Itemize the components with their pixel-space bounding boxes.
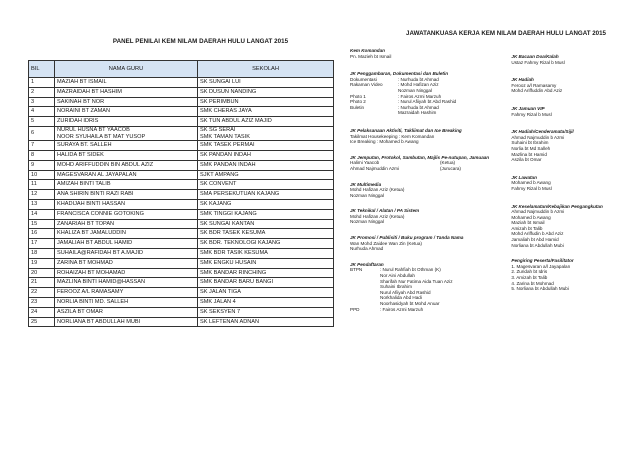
- section-heading: JK Pendaftaran: [350, 261, 384, 267]
- list-item: Nozman Ninggal: [350, 219, 384, 225]
- row-nama-guru: FRANCISCA CONNIE GOTOKING: [55, 209, 198, 219]
- row-bil: 21: [29, 278, 55, 288]
- jemputan-section: [350, 155, 501, 172]
- list-item: Norkhalida Abd Hadi: [380, 295, 422, 301]
- table-row: [29, 278, 334, 288]
- table-row: [29, 307, 334, 317]
- row-bil: 22: [29, 288, 55, 298]
- row-sekolah: SK TUN ABDUL AZIZ MAJID: [198, 117, 334, 127]
- item-label: Buletin: [350, 104, 365, 110]
- row-bil: 9: [29, 160, 55, 170]
- row-sekolah: SK LEFTENAN ADNAN: [198, 317, 334, 327]
- row-sekolah: SK PANDAN INDAH: [198, 150, 334, 160]
- item-value: : Nurhuda bt Ahmad: [398, 104, 439, 110]
- btpn-label: BTPN: [350, 267, 363, 273]
- row-bil: 4: [29, 107, 55, 117]
- item-value: (Ketua): [440, 160, 456, 166]
- row-sekolah: SMK PANDAN INDAH: [198, 160, 334, 170]
- row-bil: 6: [29, 126, 55, 140]
- table-row: [29, 199, 334, 209]
- header-sekolah: SEKOLAH: [198, 61, 334, 78]
- table-row: [29, 239, 334, 249]
- item-label: Dokumentasi: [350, 76, 377, 82]
- keselamatan-section: [511, 204, 606, 249]
- list-item: Aszila bt Omar: [511, 157, 542, 163]
- row-nama-guru: ANA SHIRIN BINTI RAZI RABI: [55, 190, 198, 200]
- list-item: Fahmy Rizal b Musl: [511, 185, 552, 191]
- table-row: [29, 117, 334, 127]
- row-bil: 19: [29, 258, 55, 268]
- btpn-first: : Nurul Rahfiah bt Othman (K): [380, 267, 441, 273]
- row-bil: 11: [29, 180, 55, 190]
- row-nama-guru: MOHD ARIFFUDDIN BIN ABDUL AZIZ: [55, 160, 198, 170]
- table-row: [29, 126, 334, 140]
- row-sekolah: SMK TASEK PERMAI: [198, 141, 334, 151]
- table-row: [29, 87, 334, 97]
- header-bil: BIL: [29, 61, 55, 78]
- list-item: Ice Breaking : Mohamed b Awang: [350, 139, 419, 145]
- row-nama-guru: HALIDA BT SIDEK: [55, 150, 198, 160]
- list-item: Mohd Ariffudin b Abd Aziz: [511, 231, 564, 237]
- row-sekolah: SK JALAN TIGA: [198, 288, 334, 298]
- row-nama-guru: NORLIA BINTI MD. SALLEH: [55, 297, 198, 307]
- list-item: [350, 166, 501, 172]
- table-row: [29, 248, 334, 258]
- list-item: Jamaliah bt Abd Hamid: [511, 237, 559, 243]
- list-item: [350, 307, 501, 313]
- row-nama-guru: MAZLINA BINTI HAMID@HASSAN: [55, 278, 198, 288]
- row-sekolah: SK BDR TASEK KESUMA: [198, 229, 334, 239]
- pelaksanaan-section: [350, 128, 501, 145]
- table-row: [29, 317, 334, 327]
- panel-table-body: [29, 78, 334, 327]
- ppd-value: : Fairos Azmi Marzuh: [380, 306, 424, 312]
- row-nama-guru: MAZIAH BT ISMAIL: [55, 78, 198, 88]
- ppd-label: PPD: [350, 306, 360, 312]
- table-row: [29, 141, 334, 151]
- item-label: Rakaman Video: [350, 82, 383, 88]
- list-item: Ahmad Najmuddin b Azmi: [511, 134, 565, 140]
- row-nama-guru: NORLIANA BT ABDULLAH MUBI: [55, 317, 198, 327]
- list-item: Norliana bt Abdullah Mubi: [511, 242, 564, 248]
- table-row: [29, 180, 334, 190]
- row-bil: 23: [29, 297, 55, 307]
- row-nama-guru: MAZRAIDAH BT HASHIM: [55, 87, 198, 97]
- row-bil: 13: [29, 199, 55, 209]
- row-nama-guru: SUHAILA@RAFIDAH BT A.MAJID: [55, 248, 198, 258]
- row-sekolah: SMK ENGKU HUSAIN: [198, 258, 334, 268]
- table-row: [29, 107, 334, 117]
- panel-section: [28, 38, 333, 327]
- row-sekolah: SMK CHERAS JAYA: [198, 107, 334, 117]
- row-nama-guru: ASZILA BT OMAR: [55, 307, 198, 317]
- teknikal-section: [350, 208, 501, 225]
- row-sekolah: SK SUNGAI LUI: [198, 78, 334, 88]
- list-item: Nurhuda Ahmad: [350, 246, 384, 252]
- list-item: Mohd Hafizan Aziz (Ketua): [350, 187, 405, 193]
- section-heading: Pengiring Peserta/Fasilitator: [511, 258, 574, 264]
- list-item: Noorhasidyah bt Mohd Anuar: [380, 301, 440, 306]
- row-nama-guru: NURUL HUSNA BT YAACOB NOOR SYUHAILA BT MAT YUSOP: [55, 126, 198, 140]
- section-heading: JK Jemputan, Protokol, Sambutan, Majlis Pe-nutupan, Jamuaan: [350, 154, 490, 160]
- row-nama-guru: KHADIJAH BINTI HASSAN: [55, 199, 198, 209]
- row-nama-guru: AMIZAH BINTI TALIB: [55, 180, 198, 190]
- row-bil: 24: [29, 307, 55, 317]
- row-bil: 10: [29, 170, 55, 180]
- cenderamata-section: [511, 129, 606, 163]
- multimedia-section: [350, 182, 501, 199]
- section-heading: JK Teknikal / Alatan / PA Sistem: [350, 208, 420, 214]
- section-heading: JK Lawatan: [511, 174, 537, 180]
- pendaftaran-section: [350, 262, 501, 312]
- row-nama-guru: ZARINA BT MOHMAD: [55, 258, 198, 268]
- row-sekolah: SMA PERSEKUTUAN KAJANG: [198, 190, 334, 200]
- row-sekolah: SMK BDR TASIK KESUMA: [198, 248, 334, 258]
- section-heading: JK Jamuan VIP: [511, 105, 545, 111]
- item-value: : Nurhuda bt Ahmad: [398, 76, 439, 82]
- table-row: [29, 268, 334, 278]
- list-item: [350, 110, 501, 116]
- section-heading: JK Hadiah/Cenderamata/Sijil: [511, 129, 574, 135]
- table-row: [29, 97, 334, 107]
- item-value: Nozman Ninggal: [398, 87, 432, 93]
- panel-table: [28, 60, 334, 327]
- list-item: Mohamed b Awang: [511, 214, 551, 220]
- item-value: : Nurul Afiiyah bt Abd Rashid: [398, 99, 457, 105]
- penggambaran-section: [350, 71, 501, 116]
- row-bil: 20: [29, 268, 55, 278]
- list-item: Ustaz Fahmy Rizal b Musl: [511, 59, 565, 65]
- table-row: [29, 219, 334, 229]
- list-item: Maziah bt Ismail: [511, 220, 545, 226]
- section-heading: JK Multimedia: [350, 181, 382, 187]
- item-label: Halimi Yaacob: [350, 160, 380, 166]
- list-item: Takilmat Housekeeping : Kem Komandan: [350, 133, 435, 139]
- list-item: Nurul Afiiyah Abd Rashid: [380, 289, 431, 295]
- table-header-row: [29, 61, 334, 78]
- row-sekolah: SK KAJANG: [198, 199, 334, 209]
- item-value: : Fairos Azmi Marzuh: [398, 93, 442, 99]
- section-heading: JK Keselamatan/Kebajikan Pengangkutan: [511, 203, 603, 209]
- header-nama-guru: NAMA GURU: [55, 61, 198, 78]
- list-item: Fahmy Rizal b Musl: [511, 111, 552, 117]
- row-bil: 15: [29, 219, 55, 229]
- lawatan-section: [511, 175, 606, 192]
- row-bil: 16: [29, 229, 55, 239]
- row-bil: 25: [29, 317, 55, 327]
- list-item: Mazlina bt Hamid: [511, 151, 547, 157]
- row-bil: 5: [29, 117, 55, 127]
- section-heading: JK Promosi / Publisiti / Buku program / Tanda Nama: [350, 235, 464, 241]
- item-label: [350, 110, 398, 116]
- row-bil: 17: [29, 239, 55, 249]
- row-bil: 18: [29, 248, 55, 258]
- list-item: Sharifah Nur Fatima Aida Tuan Aziz: [380, 278, 453, 284]
- row-sekolah: SJKT AMPANG: [198, 170, 334, 180]
- jamuan-vip-section: [511, 106, 606, 117]
- row-sekolah: SMK BANDAR RINCHING: [198, 268, 334, 278]
- list-item: 5. Norliana bt Abdullah Mubi: [511, 286, 569, 292]
- list-item: Norlia bt Md Salleh: [511, 145, 551, 151]
- list-item: 1. Magesvaran a/l Jayapalan: [511, 263, 571, 269]
- item-value: : Mohd Hafizan Aziz: [398, 82, 439, 88]
- section-heading: JK Bacaan Doa/Kalah: [511, 54, 559, 59]
- item-label: Photo 2: [350, 99, 366, 105]
- row-bil: 14: [29, 209, 55, 219]
- kem-komandan-section: [350, 48, 501, 59]
- list-item: Wan Mohd Zaidee Wan Zin (Ketua): [350, 240, 422, 246]
- list-item: Nor Aini Abdullah: [380, 273, 415, 279]
- row-sekolah: SK PERIMBUN: [198, 97, 334, 107]
- row-nama-guru: NORAINI BT ZAMAN: [55, 107, 198, 117]
- table-row: [29, 258, 334, 268]
- row-sekolah: SK SG SERAI SMK TAMAN TASIK: [198, 126, 334, 140]
- row-nama-guru: ROHAIZAH BT MOHAMAD: [55, 268, 198, 278]
- list-item: Ahmad Najmuddin b Azmi: [511, 209, 565, 215]
- table-row: [29, 297, 334, 307]
- row-sekolah: SK CONVENT: [198, 180, 334, 190]
- table-row: [29, 160, 334, 170]
- row-bil: 8: [29, 150, 55, 160]
- row-nama-guru: KHALIZA BT JAMALUDDIN: [55, 229, 198, 239]
- row-sekolah: SK SEKSYEN 7: [198, 307, 334, 317]
- row-nama-guru: SURAYA BT. SALLEH: [55, 141, 198, 151]
- table-row: [29, 190, 334, 200]
- list-item: 2. Zuridah bt Idris: [511, 269, 548, 275]
- row-nama-guru: ZANARIAH BT TOPAN: [55, 219, 198, 229]
- table-row: [29, 78, 334, 88]
- row-nama-guru: SAKINAH BT NOR: [55, 97, 198, 107]
- row-sekolah: SMK BANDAR BARU BANGI: [198, 278, 334, 288]
- committee-column-right: [511, 48, 606, 318]
- list-item: Mohd Hafizan Aziz (Ketua): [350, 213, 405, 219]
- item-value: Mazraidah Hashim: [398, 110, 437, 116]
- item-label: Ahmad Najmuddin Azmi: [350, 165, 400, 171]
- row-nama-guru: ZURIDAH IDRIS: [55, 117, 198, 127]
- item-value: (Jurucara): [440, 165, 461, 171]
- row-bil: 3: [29, 97, 55, 107]
- list-item: Amizah bt Talib: [511, 225, 543, 231]
- item-label: Photo 1: [350, 93, 366, 99]
- row-bil: 7: [29, 141, 55, 151]
- row-bil: 1: [29, 78, 55, 88]
- table-row: [29, 170, 334, 180]
- row-sekolah: SK SUNGAI KANTAN: [198, 219, 334, 229]
- row-sekolah: SK DUSUN NANDING: [198, 87, 334, 97]
- row-sekolah: SMK JALAN 4: [198, 297, 334, 307]
- row-bil: 2: [29, 87, 55, 97]
- row-sekolah: SK BDR. TEKNOLOGI KAJANG: [198, 239, 334, 249]
- list-item: Suhaini bt Ibrahim: [511, 140, 549, 146]
- table-row: [29, 229, 334, 239]
- row-nama-guru: JAMALIAH BT ABDUL HAMID: [55, 239, 198, 249]
- list-item: Pn. Mazieh bt Ismail: [350, 53, 392, 59]
- list-item: Nozman Ninggal: [350, 192, 384, 198]
- list-item: Mohamed b Awang: [511, 180, 551, 186]
- list-item: Ferooz a/l Ramasamy: [511, 82, 557, 88]
- bacaan-doa-section: [511, 54, 606, 65]
- committee-title: JAWATANKUASA KERJA KEM NILAM DAERAH HULU LANGAT 2015: [406, 30, 606, 37]
- list-item: 3. Amizah bt Talib: [511, 275, 548, 281]
- row-sekolah: SMK TINGGI KAJANG: [198, 209, 334, 219]
- table-row: [29, 288, 334, 298]
- table-row: [29, 150, 334, 160]
- row-nama-guru: FEROOZ A/L RAMASAMY: [55, 288, 198, 298]
- list-item: Suhaini Ibrahim: [380, 284, 412, 290]
- list-item: Mohd Ariffuddin Abd Aziz: [511, 88, 563, 94]
- section-heading: Kem Komandan: [350, 48, 385, 53]
- list-item: 4. Zarina bt Mohmad: [511, 280, 554, 286]
- section-heading: JK Hadiah: [511, 77, 534, 83]
- row-nama-guru: MAGESVARAN AL JAYAPALAN: [55, 170, 198, 180]
- promosi-section: [350, 235, 501, 252]
- table-row: [29, 209, 334, 219]
- committee-section: [350, 30, 606, 318]
- section-heading: JK Pelaksanaan Aktiviti, Takliimat dan Ice Breaking: [350, 127, 462, 133]
- panel-title: PANEL PENILAI KEM NILAM DAERAH HULU LANGAT 2015: [112, 38, 289, 45]
- hadiah-section: [511, 77, 606, 94]
- row-bil: 12: [29, 190, 55, 200]
- committee-column-left: [350, 48, 501, 318]
- section-heading: JK Penggambaran, Dokumentasi dan Buletin: [350, 71, 449, 77]
- pengiring-section: [511, 258, 606, 292]
